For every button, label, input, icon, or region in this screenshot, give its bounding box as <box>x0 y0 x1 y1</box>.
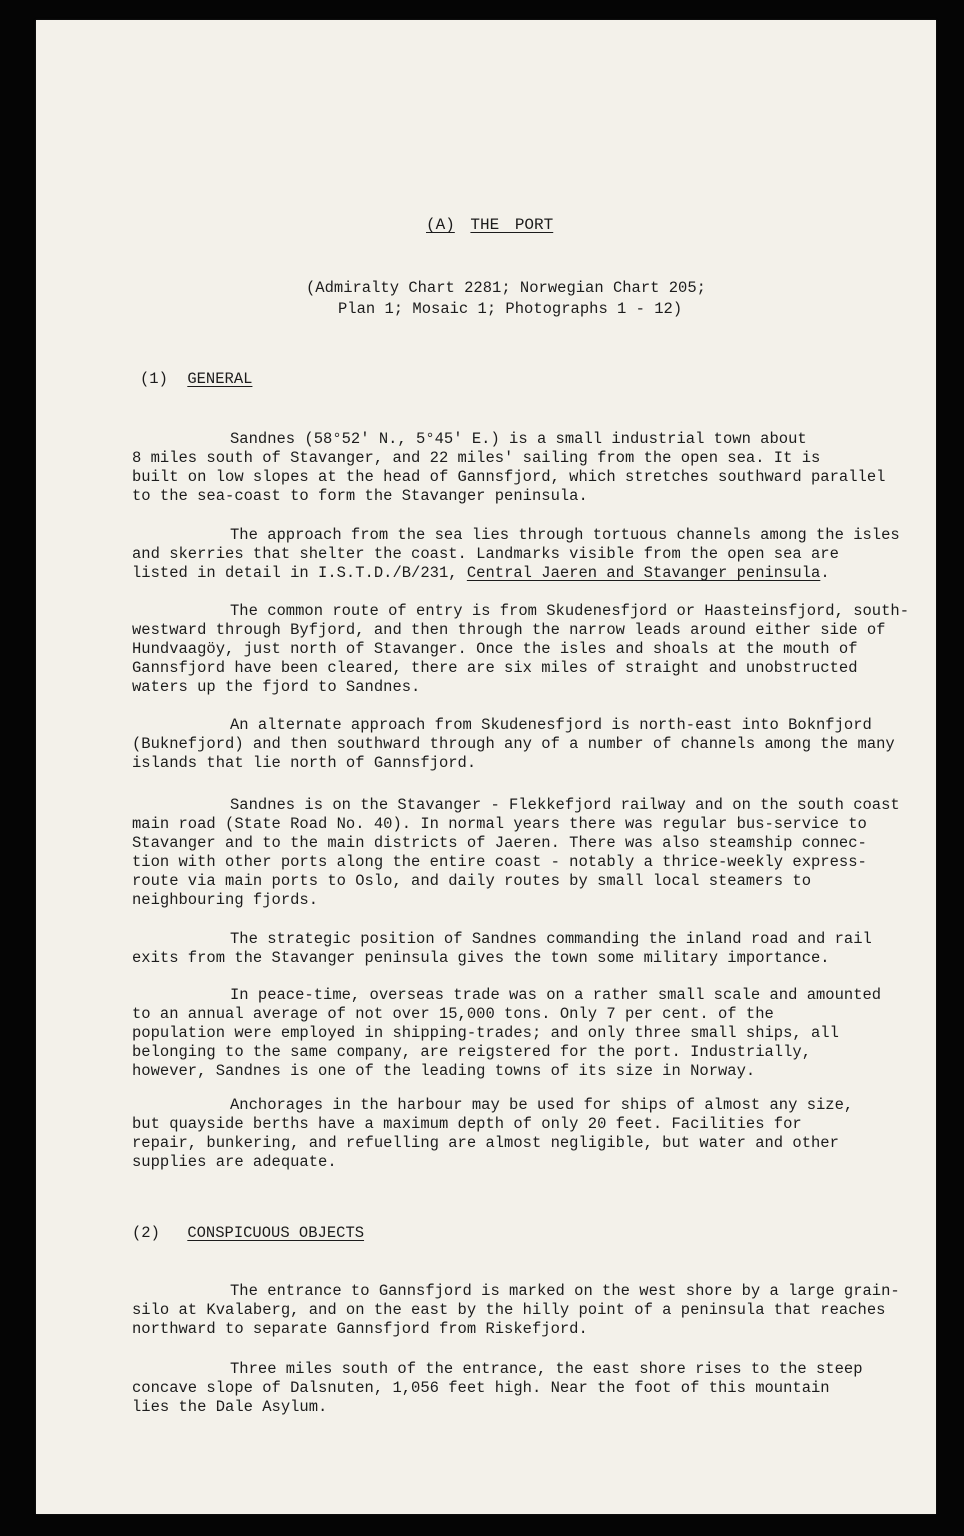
text-line: however, Sandnes is one of the leading towns of its size in Norway. <box>132 1062 756 1080</box>
text-line: Hundvaagöy, just north of Stavanger. Once the isles and shoals at the mouth of <box>132 640 858 658</box>
reference-line: (Admiralty Chart 2281; Norwegian Chart 205; <box>306 279 706 297</box>
text-line: westward through Byfjord, and then through the narrow leads around either side of <box>132 621 886 639</box>
text-fragment: listed in detail in I.S.T.D./B/231, <box>132 564 467 582</box>
reference-line: Plan 1; Mosaic 1; Photographs 1 - 12) <box>338 300 683 318</box>
chart-references <box>306 278 786 320</box>
text-line: In peace-time, overseas trade was on a rather small scale and amounted <box>230 986 882 1004</box>
text-line: to an annual average of not over 15,000 tons. Only 7 per cent. of the <box>132 1005 774 1023</box>
text-line: to the sea-coast to form the Stavanger peninsula. <box>132 487 588 505</box>
text-line: The entrance to Gannsfjord is marked on the west shore by a large grain- <box>230 1282 900 1300</box>
section-number: (1) <box>140 370 168 388</box>
section-heading-general <box>140 370 252 389</box>
paragraph <box>132 1360 922 1417</box>
paragraph <box>132 716 922 773</box>
title-prefix: (A) <box>426 216 455 234</box>
document-body <box>36 20 936 1514</box>
text-line: The common route of entry is from Skudenesfjord or Haasteinsfjord, south- <box>230 602 910 620</box>
text-line: silo at Kvalaberg, and on the east by the hilly point of a peninsula that reaches <box>132 1301 886 1319</box>
text-line: belonging to the same company, are reigstered for the port. Industrially, <box>132 1043 812 1061</box>
text-line: neighbouring fjords. <box>132 891 319 909</box>
text-line: concave slope of Dalsnuten, 1,056 feet high. Near the foot of this mountain <box>132 1379 830 1397</box>
document-title <box>426 216 553 235</box>
text-line: Anchorages in the harbour may be used for ships of almost any size, <box>230 1096 854 1114</box>
text-line: An alternate approach from Skudenesfjord is north-east into Boknfjord <box>230 716 872 734</box>
text-line: islands that lie north of Gannsfjord. <box>132 754 477 772</box>
text-line: but quayside berths have a maximum depth of only 20 feet. Facilities for <box>132 1115 802 1133</box>
paragraph <box>132 430 922 506</box>
section-heading-conspicuous-objects <box>132 1224 364 1243</box>
text-line: repair, bunkering, and refuelling are almost negligible, but water and other <box>132 1134 839 1152</box>
text-line: The strategic position of Sandnes commanding the inland road and rail <box>230 930 872 948</box>
text-line: Stavanger and to the main districts of Jaeren. There was also steamship connec- <box>132 834 867 852</box>
text-line: Gannsfjord have been cleared, there are six miles of straight and unobstructed <box>132 659 858 677</box>
text-line: route via main ports to Oslo, and daily routes by small local steamers to <box>132 872 812 890</box>
paragraph <box>132 796 922 910</box>
text-line: population were employed in shipping-trades; and only three small ships, all <box>132 1024 839 1042</box>
paragraph <box>132 930 922 968</box>
paragraph <box>132 986 922 1081</box>
text-line: Sandnes is on the Stavanger - Flekkefjord railway and on the south coast <box>230 796 900 814</box>
text-line: Three miles south of the entrance, the east shore rises to the steep <box>230 1360 863 1378</box>
text-line: tion with other ports along the entire coast - notably a thrice-weekly express- <box>132 853 867 871</box>
underlined-reference: Central Jaeren and Stavanger peninsula <box>466 564 821 582</box>
text-line: supplies are adequate. <box>132 1153 337 1171</box>
text-line <box>132 564 922 583</box>
text-fragment: . <box>820 564 830 582</box>
text-line: and skerries that shelter the coast. Landmarks visible from the open sea are <box>132 545 839 563</box>
text-line: The approach from the sea lies through tortuous channels among the isles <box>230 526 900 544</box>
text-line: main road (State Road No. 40). In normal years there was regular bus-service to <box>132 815 867 833</box>
paragraph <box>132 1096 922 1172</box>
text-line: waters up the fjord to Sandnes. <box>132 678 421 696</box>
paragraph <box>132 526 922 583</box>
document-sheet <box>36 20 936 1514</box>
section-title: GENERAL <box>187 370 253 388</box>
paragraph <box>132 1282 922 1339</box>
text-line: lies the Dale Asylum. <box>132 1398 328 1416</box>
title-text: THE PORT <box>470 216 554 234</box>
text-line: built on low slopes at the head of Gannsfjord, which stretches southward parallel <box>132 468 886 486</box>
text-line: Sandnes (58°52' N., 5°45' E.) is a small industrial town about <box>230 430 807 448</box>
text-line: northward to separate Gannsfjord from Riskefjord. <box>132 1320 588 1338</box>
section-number: (2) <box>132 1224 160 1242</box>
section-title: CONSPICUOUS OBJECTS <box>187 1224 365 1242</box>
text-line: exits from the Stavanger peninsula gives the town some military importance. <box>132 949 830 967</box>
paragraph <box>132 602 922 697</box>
text-line: (Buknefjord) and then southward through any of a number of channels among the many <box>132 735 895 753</box>
text-line: 8 miles south of Stavanger, and 22 miles' sailing from the open sea. It is <box>132 449 821 467</box>
